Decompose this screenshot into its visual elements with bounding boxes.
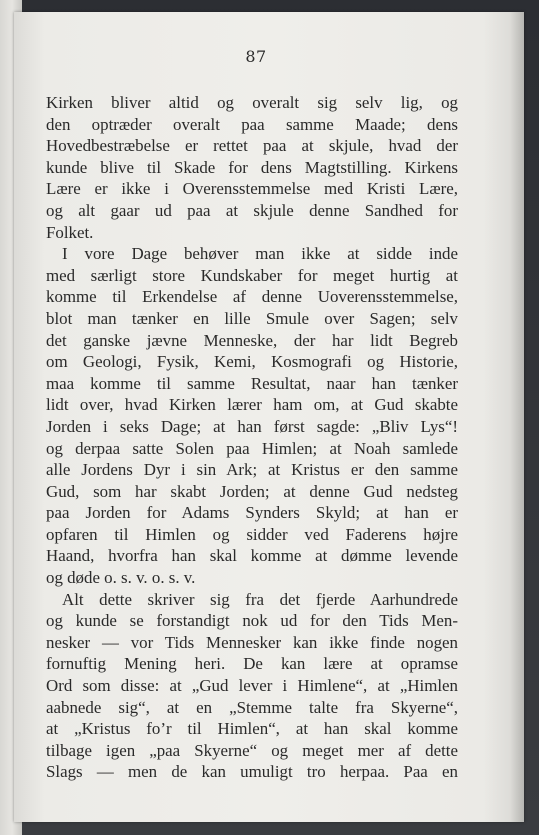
page-number: 87: [245, 47, 267, 66]
text-line: maa komme til samme Resultat, naar han tænker: [46, 373, 458, 393]
text-line: det ganske jævne Menneske, der har lidt Begreb: [46, 330, 458, 350]
text-line: komme til Erkendelse af denne Uoverensstemmelse,: [46, 287, 458, 307]
text-line: Folket.: [46, 222, 94, 242]
text-line: Gud, som har skabt Jorden; at denne Gud nedsteg: [46, 481, 458, 501]
text-line: Kirken bliver altid og overalt sig selv lig, og: [46, 93, 458, 112]
text-line: at „Kristus fo’r til Himlen“, at han skal komme: [46, 719, 458, 739]
paragraph: [46, 589, 458, 783]
text-line: Alt dette skriver sig fra det fjerde Aarhundrede: [62, 589, 458, 609]
paragraph: [46, 243, 458, 589]
text-line: og alt gaar ud paa at skjule denne Sandhed for: [46, 200, 458, 220]
text-line: alle Jordens Dyr i sin Ark; at Kristus er den samme: [46, 460, 458, 480]
text-line: og kunde se forstandigt nok ud for den Tids Men-: [46, 611, 458, 631]
body-text: [46, 92, 458, 783]
text-line: Ord som disse: at „Gud lever i Himlene“, at „Himlen: [46, 676, 458, 696]
text-line: nesker — vor Tids Mennesker kan ikke finde nogen: [46, 632, 458, 652]
text-line: paa Jorden for Adams Synders Skyld; at han er: [46, 503, 458, 523]
text-line: tilbage igen „paa Skyerne“ og meget mer af dette: [46, 740, 458, 760]
text-line: blot man tænker en lille Smule over Sagen; selv: [46, 308, 458, 328]
text-line: Slags — men de kan umuligt tro herpaa. Paa en: [46, 762, 458, 782]
text-line: aabnede sig“, at en „Stemme talte fra Skyerne“,: [46, 697, 458, 717]
text-line: Hovedbestræbelse er rettet paa at skjule, hvad der: [46, 136, 458, 156]
page-edge-shadow: [510, 12, 524, 822]
text-line: og døde o. s. v. o. s. v.: [46, 568, 196, 588]
text-line: om Geologi, Fysik, Kemi, Kosmografi og Historie,: [46, 352, 458, 372]
text-line: I vore Dage behøver man ikke at sidde inde: [62, 244, 458, 264]
book-page: [14, 12, 524, 822]
text-line: Lære er ikke i Overensstemmelse med Kristi Lære,: [46, 179, 458, 199]
text-line: opfaren til Himlen og sidder ved Faderens højre: [46, 524, 458, 544]
text-line: kunde blive til Skade for dens Magtstilling. Kirkens: [46, 157, 458, 177]
text-line: den optræder overalt paa samme Maade; dens: [46, 114, 458, 134]
paragraph: [46, 92, 458, 243]
text-line: Jorden i seks Dage; at han først sagde: „Bliv Lys“!: [46, 416, 458, 436]
text-line: lidt over, hvad Kirken lærer ham om, at Gud skabte: [46, 395, 458, 415]
text-line: fornuftig Mening heri. De kan lære at opramse: [46, 654, 458, 674]
text-line: og derpaa satte Solen paa Himlen; at Noah samlede: [46, 438, 458, 458]
text-line: med særligt store Kundskaber for meget hurtig at: [46, 265, 458, 285]
text-line: Haand, hvorfra han skal komme at dømme levende: [46, 546, 458, 566]
